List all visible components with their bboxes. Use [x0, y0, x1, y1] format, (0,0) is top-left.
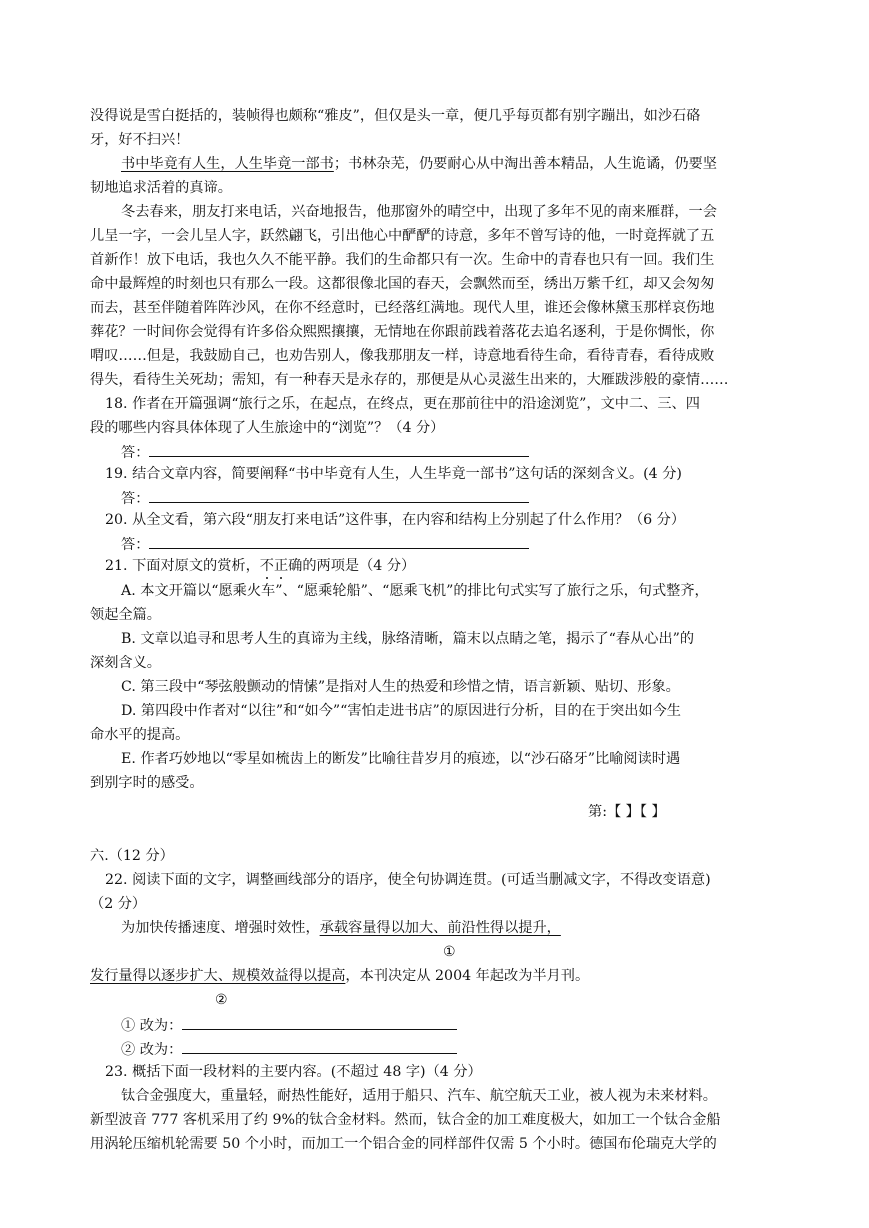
- marker-1: ①: [443, 944, 456, 960]
- option-e: E. 作者巧妙地以“零星如梳齿上的断发”比喻往昔岁月的痕迹，以“沙石硌牙”比喻阅读时遇: [121, 751, 681, 767]
- text-line: 新型波音 777 客机采用了约 9%的钛合金材料。然而，钛合金的加工难度极大，如加工一个钛合金船: [90, 1112, 721, 1128]
- option-a-cont: 领起全篇。: [90, 607, 161, 623]
- fill-blank[interactable]: [182, 1017, 457, 1030]
- fill-line: [121, 1017, 457, 1033]
- text-line: 冬去春来，朋友打来电话，兴奋地报告，他那窗外的晴空中，出现了多年不见的南来雁群，一会: [121, 204, 717, 220]
- question-21: [105, 559, 415, 573]
- answer-line: [121, 536, 529, 552]
- marker-2: ②: [215, 992, 228, 1008]
- option-a: A. 本文开篇以“愿乘火车”、“愿乘轮船”、“愿乘飞机”的排比句式实写了旅行之乐，句式整齐，: [121, 583, 709, 599]
- text-span: ，本刊决定从 2004 年起改为半月刊。: [345, 968, 590, 984]
- fill-label: ① 改为：: [121, 1018, 183, 1034]
- text-line: 用涡轮压缩机轮需要 50 个小时，而加工一个铝合金的同样部件仅需 5 个小时。德国布伦瑞克大学的: [90, 1136, 717, 1152]
- option-b: B. 文章以追寻和思考人生的真谛为主线，脉络清晰，篇末以点睛之笔，揭示了“春从心出”的: [121, 631, 695, 647]
- text-span: 为加快传播速度、增强时效性，: [121, 920, 320, 936]
- question-19: 19. 结合文章内容，简要阐释“书中毕竟有人生，人生毕竟一部书”这句话的深刻含义。(4 分): [105, 466, 682, 482]
- text-line: 韧地追求活着的真谛。: [90, 180, 232, 196]
- text-line: 而去，甚至伴随着阵阵沙风，在你不经意时，已经落红满地。现代人里，谁还会像林黛玉那样哀伤地: [90, 300, 715, 316]
- answer-line: [121, 444, 529, 460]
- answer-line: [121, 490, 529, 506]
- answer-label: 答：: [121, 445, 150, 461]
- text-line: 喟叹……但是，我鼓励自己，也劝告别人，像我那朋友一样，诗意地看待生命，看待青春，看待成败: [90, 348, 715, 364]
- question-23: 23. 概括下面一段材料的主要内容。(不超过 48 字)（4 分）: [105, 1064, 482, 1080]
- text-span: ；书林杂芜，仍要耐心从中淘出善本精品，人生诡谲，仍要坚: [333, 156, 717, 172]
- underlined-phrase-1: 承载容量得以加大、前沿性得以提升，: [319, 920, 561, 936]
- text-line: [121, 157, 717, 171]
- text-span: 21. 下面对原文的赏析，: [105, 558, 260, 574]
- text-line: 命中最辉煌的时刻也只有那么一段。这都很像北国的春天，会飘然而至，绣出万紫千红，却又会匆匆: [90, 276, 715, 292]
- answer-label: 答：: [121, 537, 150, 553]
- question-22-cont: （2 分）: [90, 896, 147, 912]
- question-18: 18. 作者在开篇强调“旅行之乐，在起点，在终点，更在那前往中的沿途浏览”，文中二、三、四: [105, 396, 700, 412]
- emphasis-char: 不: [259, 558, 274, 574]
- answer-blank[interactable]: [149, 444, 529, 457]
- option-e-cont: 到别字时的感受。: [90, 775, 204, 791]
- section-heading: 六.（12 分）: [90, 848, 174, 864]
- text-line: 葬花？一时间你会觉得有许多俗众熙熙攘攘，无情地在你跟前践着落花去追名逐利，于是你惆怅，你: [90, 324, 715, 340]
- text-line: [90, 969, 589, 983]
- answer-brackets[interactable]: 第:【 】【 】: [588, 804, 666, 820]
- text-span: 确的两项是（4 分）: [288, 558, 416, 574]
- option-c: C. 第三段中“琴弦般颤动的情愫”是指对人生的热爱和珍惜之情，语言新颖、贴切、形象。: [121, 679, 680, 695]
- question-18-cont: 段的哪些内容具体体现了人生旅途中的“浏览”？（4 分）: [90, 420, 445, 436]
- fill-blank[interactable]: [182, 1041, 457, 1054]
- text-line: 首新作！放下电话，我也久久不能平静。我们的生命都只有一次。生命中的青春也只有一回。我们生: [90, 252, 715, 268]
- text-line: 得失，看待生关死劫；需知，有一种春天是永存的，那便是从心灵滋生出来的，大雁跋涉般的豪情……: [90, 372, 729, 388]
- text-line: 儿呈一字，一会儿呈人字，跃然翩飞，引出他心中酽酽的诗意，多年不曾写诗的他，一时竟挥就了五: [90, 228, 715, 244]
- question-20: 20. 从全文看，第六段“朋友打来电话”这件事，在内容和结构上分别起了什么作用？（6 分）: [105, 512, 686, 528]
- option-d: D. 第四段中作者对“以往”和“如今”“害怕走进书店”的原因进行分析，目的在于突出如今生: [121, 703, 681, 719]
- text-line: 钛合金强度大，重量轻，耐热性能好，适用于船只、汽车、航空航天工业，被人视为未来材料。: [121, 1088, 717, 1104]
- answer-blank[interactable]: [149, 536, 529, 549]
- underlined-phrase-2: 发行量得以逐步扩大、规模效益得以提高: [90, 968, 346, 984]
- emphasis-char: 正: [273, 558, 289, 574]
- text-line: [121, 921, 561, 935]
- answer-label: 答：: [121, 491, 150, 507]
- underlined-phrase: 书中毕竟有人生，人生毕竟一部书: [121, 156, 334, 172]
- text-line: 牙，好不扫兴！: [90, 132, 190, 148]
- answer-blank[interactable]: [149, 490, 529, 503]
- text-line: 没得说是雪白挺括的，装帧得也颇称“雅皮”，但仅是头一章，便几乎每页都有别字蹦出，如沙石硌: [90, 108, 701, 124]
- fill-label: ② 改为：: [121, 1042, 183, 1058]
- option-d-cont: 命水平的提高。: [90, 727, 190, 743]
- question-22: 22. 阅读下面的文字，调整画线部分的语序，使全句协调连贯。(可适当删减文字，不得改变语意): [105, 872, 711, 888]
- option-b-cont: 深刻含义。: [90, 655, 161, 671]
- fill-line: [121, 1041, 457, 1057]
